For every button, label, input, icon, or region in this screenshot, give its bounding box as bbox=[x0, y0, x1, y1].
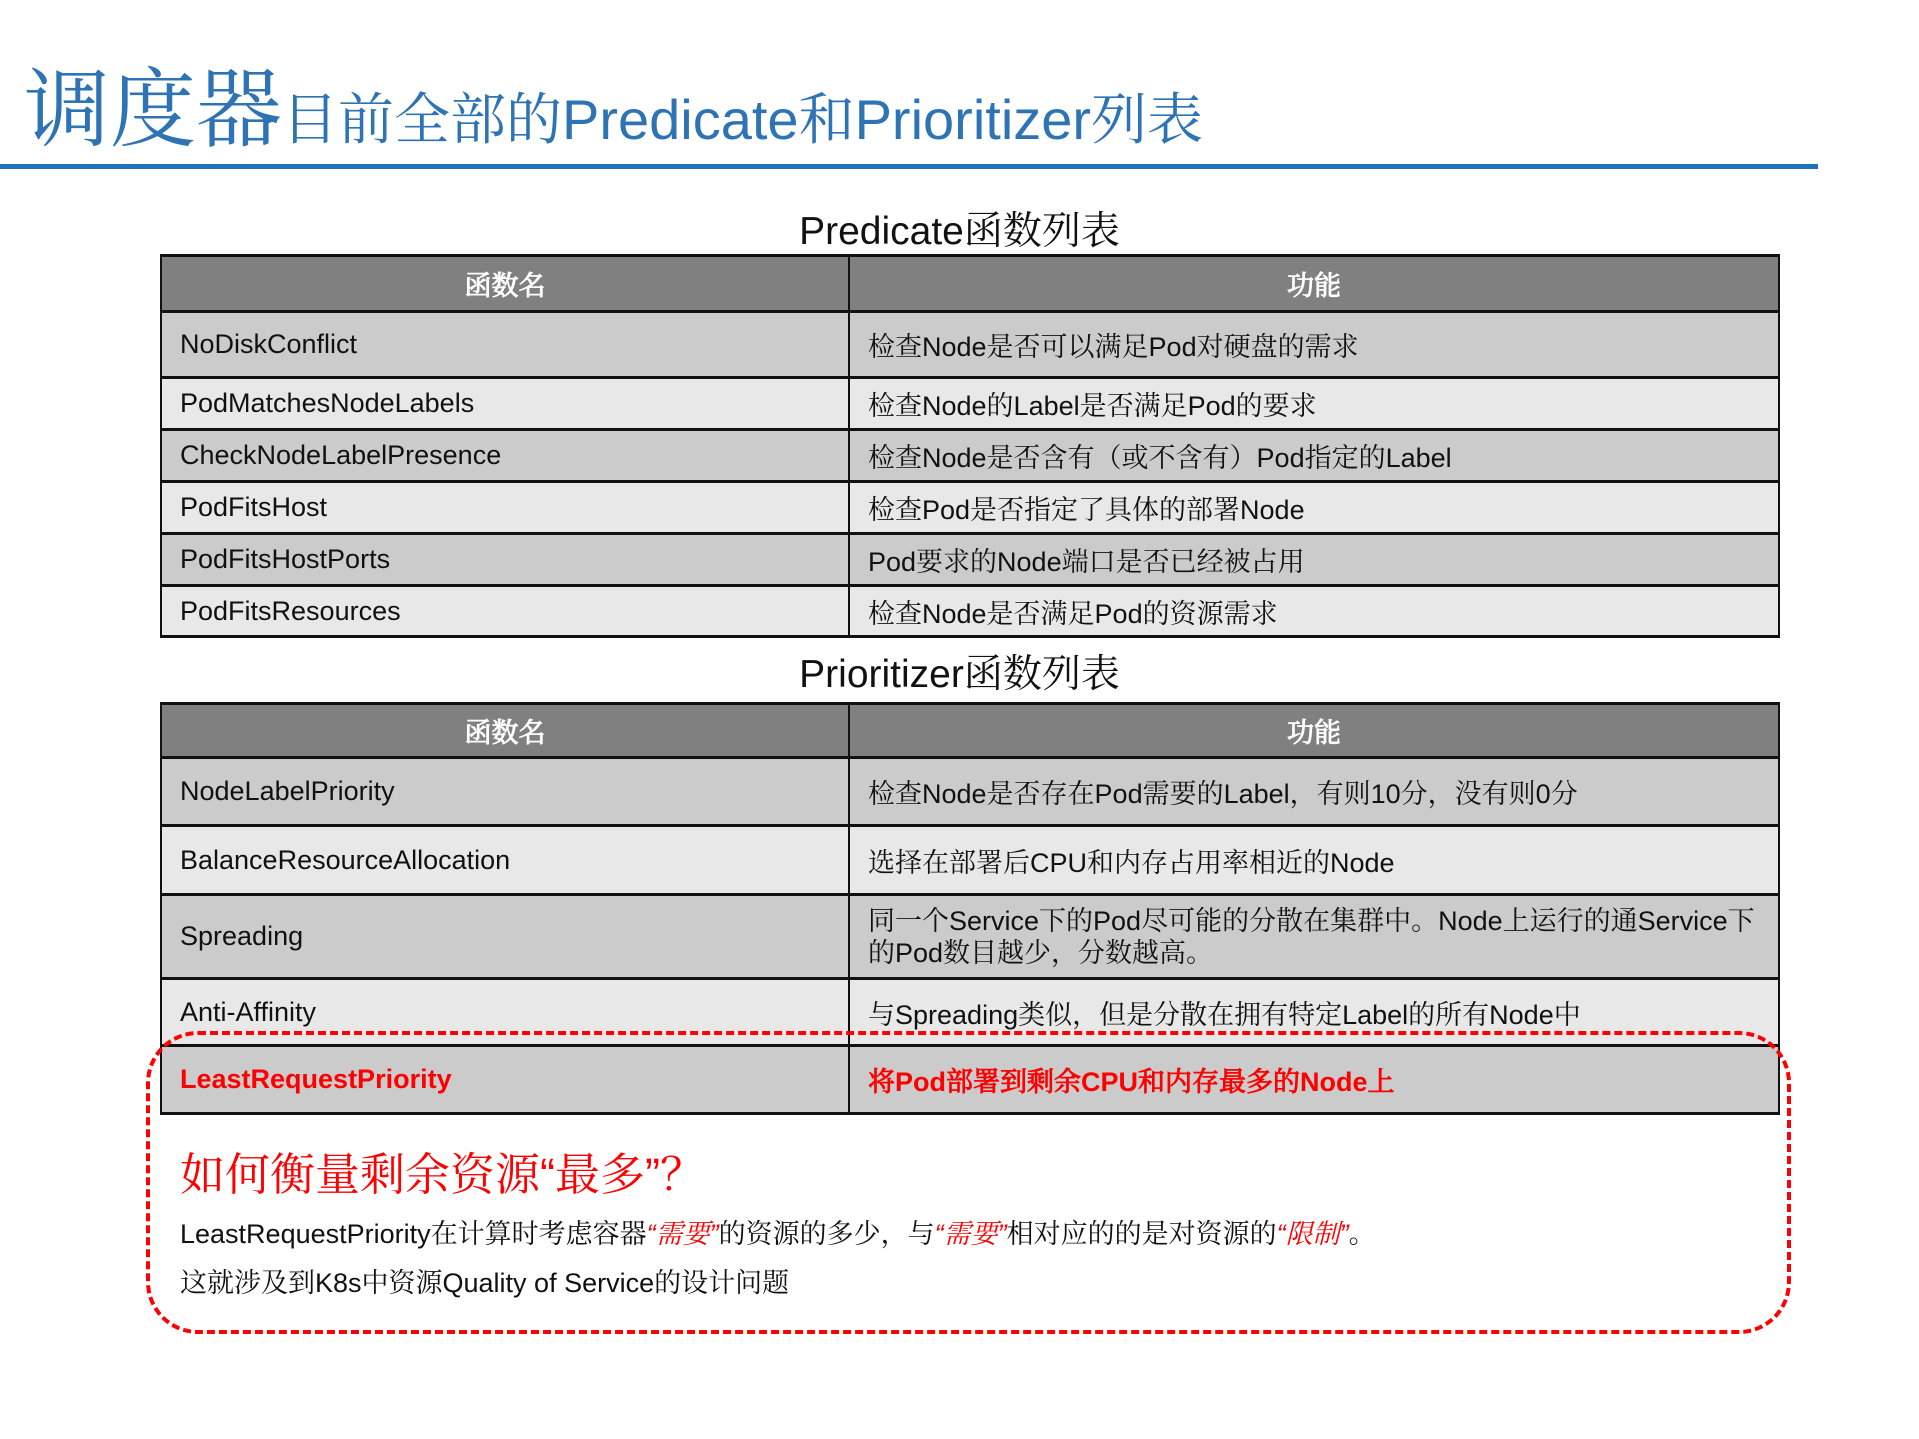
note-text: LeastRequestPriority在计算时考虑容器 bbox=[180, 1219, 647, 1249]
function-name: PodMatchesNodeLabels bbox=[161, 378, 849, 430]
table-row bbox=[161, 826, 1779, 895]
column-header: 函数名 bbox=[161, 256, 849, 312]
function-name: PodFitsHost bbox=[161, 482, 849, 534]
column-header: 功能 bbox=[849, 256, 1779, 312]
title-divider bbox=[0, 164, 1818, 169]
function-name: Spreading bbox=[161, 895, 849, 979]
table-row bbox=[161, 482, 1779, 534]
function-desc: 与Spreading类似，但是分散在拥有特定Label的所有Node中 bbox=[849, 979, 1779, 1046]
function-desc: 检查Node是否含有（或不含有）Pod指定的Label bbox=[849, 430, 1779, 482]
table-header bbox=[161, 256, 1779, 312]
note-line-2: 这就涉及到K8s中资源Quality of Service的设计问题 bbox=[180, 1268, 790, 1298]
function-name: NodeLabelPriority bbox=[161, 758, 849, 826]
predicate-caption: Predicate函数列表 bbox=[799, 210, 1120, 253]
title-sub: 目前全部的Predicate和Prioritizer列表 bbox=[282, 88, 1204, 151]
function-desc: 检查Node是否存在Pod需要的Label，有则10分，没有则0分 bbox=[849, 758, 1779, 826]
function-name: Anti-Affinity bbox=[161, 979, 849, 1046]
table-row bbox=[161, 586, 1779, 637]
note-emphasis: “需要” bbox=[934, 1219, 1007, 1249]
function-desc: 同一个Service下的Pod尽可能的分散在集群中。Node上运行的通Service下的Pod数目越少，分数越高。 bbox=[849, 895, 1779, 979]
note-text: 。 bbox=[1348, 1219, 1376, 1249]
prioritizer-caption: Prioritizer函数列表 bbox=[799, 653, 1120, 696]
table-row bbox=[161, 378, 1779, 430]
function-desc: Pod要求的Node端口是否已经被占用 bbox=[849, 534, 1779, 586]
function-desc: 检查Node是否满足Pod的资源需求 bbox=[849, 586, 1779, 637]
title-main: 调度器 bbox=[24, 60, 282, 160]
function-desc: 将Pod部署到剩余CPU和内存最多的Node上 bbox=[849, 1046, 1779, 1114]
note-text: 相对应的的是对资源的 bbox=[1006, 1219, 1277, 1249]
question-heading: 如何衡量剩余资源“最多”？ bbox=[180, 1149, 705, 1200]
table-row bbox=[161, 312, 1779, 378]
function-name: BalanceResourceAllocation bbox=[161, 826, 849, 895]
note-emphasis: “需要” bbox=[646, 1219, 719, 1249]
table-row bbox=[161, 895, 1779, 979]
function-desc: 检查Node的Label是否满足Pod的要求 bbox=[849, 378, 1779, 430]
function-desc: 选择在部署后CPU和内存占用率相近的Node bbox=[849, 826, 1779, 895]
table-row bbox=[161, 534, 1779, 586]
note-text: 的资源的多少，与 bbox=[718, 1219, 935, 1249]
function-name: CheckNodeLabelPresence bbox=[161, 430, 849, 482]
page-title bbox=[24, 40, 1203, 164]
function-name: LeastRequestPriority bbox=[161, 1046, 849, 1114]
function-desc: 检查Pod是否指定了具体的部署Node bbox=[849, 482, 1779, 534]
function-name: PodFitsHostPorts bbox=[161, 534, 849, 586]
table-header bbox=[161, 704, 1779, 758]
column-header: 函数名 bbox=[161, 704, 849, 758]
predicate-table bbox=[160, 254, 1780, 638]
note-emphasis: “限制” bbox=[1276, 1219, 1349, 1249]
column-header: 功能 bbox=[849, 704, 1779, 758]
table-row bbox=[161, 758, 1779, 826]
function-name: PodFitsResources bbox=[161, 586, 849, 637]
function-desc: 检查Node是否可以满足Pod对硬盘的需求 bbox=[849, 312, 1779, 378]
note-line-1 bbox=[180, 1212, 1376, 1251]
function-name: NoDiskConflict bbox=[161, 312, 849, 378]
table-row bbox=[161, 430, 1779, 482]
